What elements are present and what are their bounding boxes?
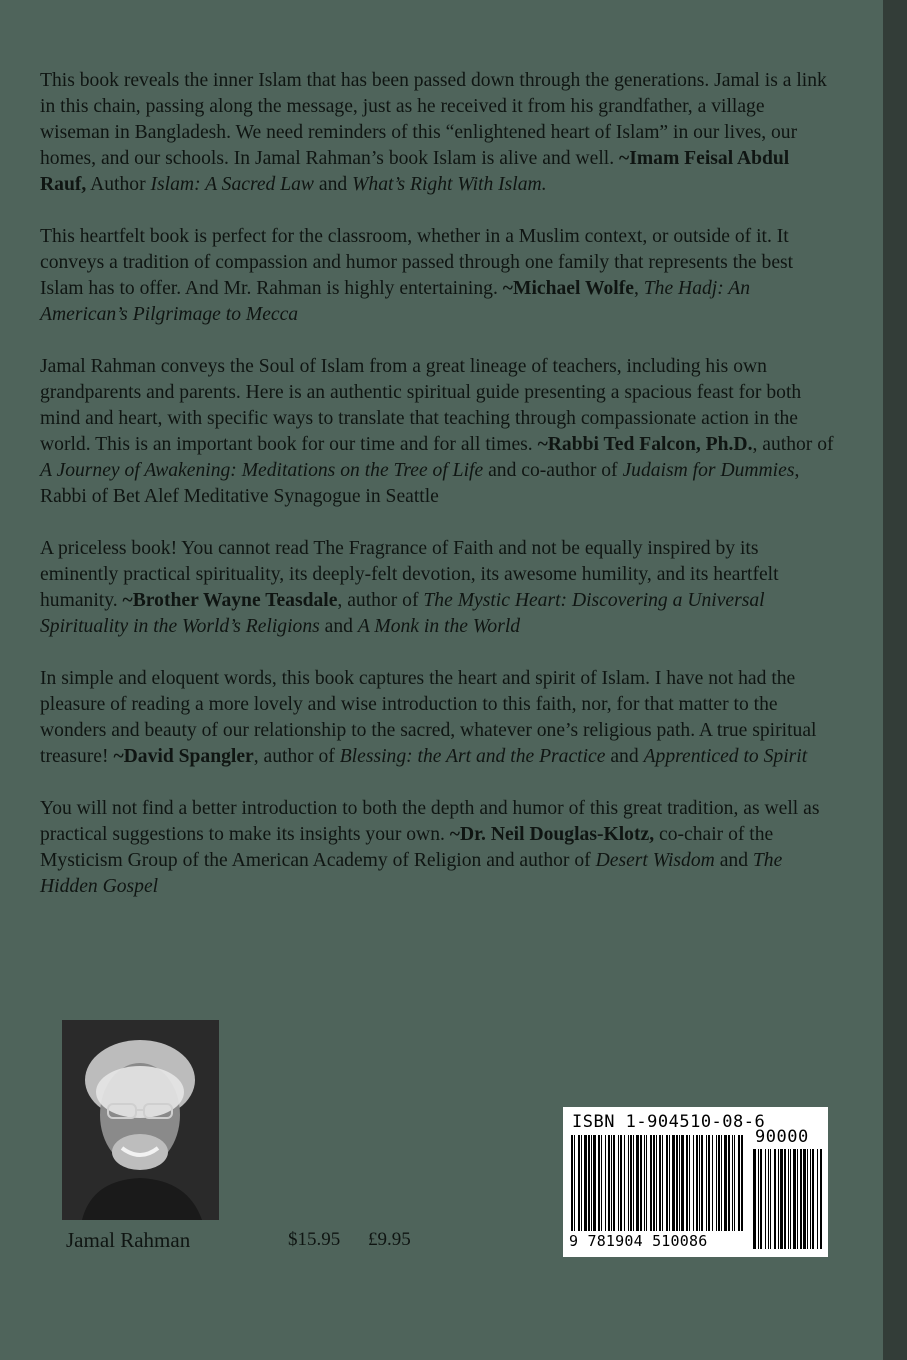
barcode-bar [581, 1135, 582, 1231]
addon-bar [797, 1149, 798, 1249]
barcode-bar [708, 1135, 710, 1231]
endorsement-4: A priceless book! You cannot read The Fragrance of Faith and not be equally inspired by its eminently practical spirituality, its deeply-felt devotion, its awesome humility, and its heartfelt humanity. ~Brother Wayne Teasdale, author of The Mystic Heart: Discovering a Universal Spirituality in the World’s Religions and A Monk in the World [40, 538, 779, 637]
addon-bar [770, 1149, 771, 1249]
barcode-bar [640, 1135, 642, 1231]
addon-bar [810, 1149, 811, 1249]
barcode-bar [732, 1135, 733, 1231]
barcode-bar [693, 1135, 694, 1231]
barcode-bar [618, 1135, 619, 1231]
addon-bar [793, 1149, 796, 1249]
barcode-bar [574, 1135, 575, 1231]
barcode-bar [644, 1135, 645, 1231]
barcode-bar [636, 1135, 639, 1231]
addon-bar [817, 1149, 818, 1249]
endorsement-3: Jamal Rahman conveys the Soul of Islam from a great lineage of teachers, including his own grandparents and parents. Here is an authentic spiritual guide presenting a spacious feast for both mind and heart, with specific ways to translate that teaching through compassionate action in the world. This is an important book for our time and for all times. ~Rabbi Ted Falcon, Ph.D., author of A Journey of Awakening: Meditations on the Tree of Life and co-author of Judaism for Dummies, Rabbi of Bet Alef Meditative Synagogue in Seattle [40, 356, 834, 507]
barcode-bar [584, 1135, 587, 1231]
barcode-bar [679, 1135, 680, 1231]
barcode-bar [738, 1135, 740, 1231]
addon-bar [788, 1149, 789, 1249]
addon-bar [765, 1149, 766, 1249]
addon-bar [790, 1149, 791, 1249]
barcode-bar [721, 1135, 722, 1231]
addon-bar [758, 1149, 759, 1249]
barcode-bar [588, 1135, 590, 1231]
barcode-bar [578, 1135, 580, 1231]
addon-bar [803, 1149, 806, 1249]
barcode-bar [676, 1135, 678, 1231]
author-portrait-illustration [62, 1020, 219, 1220]
barcode-bar [699, 1135, 700, 1231]
ean-number: 9 781904 510086 [569, 1232, 708, 1250]
barcode-bar [672, 1135, 675, 1231]
addon-bar [778, 1149, 779, 1249]
barcode-bar [659, 1135, 661, 1231]
barcode-bar [724, 1135, 727, 1231]
addon-bar [807, 1149, 808, 1249]
spine-edge [883, 0, 907, 1360]
price-gbp: £9.95 [368, 1229, 411, 1250]
barcode-bar [701, 1135, 703, 1231]
barcode-bar [716, 1135, 717, 1231]
barcode-bar [696, 1135, 698, 1231]
barcode-bar [633, 1135, 634, 1231]
price-addon-code: 90000 [755, 1127, 809, 1147]
addon-bar [760, 1149, 762, 1249]
addon-bar [784, 1149, 786, 1249]
isbn-barcode [563, 1107, 828, 1257]
endorsement-1: This book reveals the inner Islam that has been passed down through the generations. Jamal is a link in this chain, passing along the message, just as he received it from his grandfather, a village wiseman in Bangladesh. We need reminders of this “enlightened heart of Islam” in our lives, our homes, and our schools. In Jamal Rahman’s book Islam is alive and well. ~Imam Feisal Abdul Rauf, Author Islam: A Sacred Law and What’s Right With Islam. [40, 70, 827, 195]
isbn-label: ISBN 1-904510-08-6 [572, 1112, 766, 1132]
barcode-bar [653, 1135, 655, 1231]
author-photo [62, 1020, 219, 1220]
addon-bar [774, 1149, 776, 1249]
barcode-bar [608, 1135, 610, 1231]
barcode-bar [686, 1135, 688, 1231]
barcode-bar [591, 1135, 592, 1231]
barcode-bar [734, 1135, 735, 1231]
barcode-bar [593, 1135, 596, 1231]
endorsement-2: This heartfelt book is perfect for the classroom, whether in a Muslim context, or outside of it. It conveys a tradition of compassion and humor passed through one family that represents the best Islam has to offer. And Mr. Rahman is highly entertaining. ~Michael Wolfe, The Hadj: An American’s Pilgrimage to Mecca [40, 226, 794, 325]
barcode-bar [666, 1135, 668, 1231]
barcode-bar [662, 1135, 663, 1231]
barcode-bar [571, 1135, 573, 1231]
barcode-bar [601, 1135, 602, 1231]
endorsement-6: You will not find a better introduction to both the depth and humor of this great tradition, as well as practical suggestions to make its insights your own. ~Dr. Neil Douglas-Klotz, co-chair of the Mysticism Group of the American Academy of Religion and author of Desert Wisdom and The Hidden Gospel [40, 798, 820, 897]
addon-bar [780, 1149, 783, 1249]
price-usd: $15.95 [288, 1229, 341, 1250]
endorsement-5: In simple and eloquent words, this book captures the heart and spirit of Islam. I have not had the pleasure of reading a more lovely and wise introduction to this faith, nor, for that matter to the wonders and beauty of our relationship to the sacred, whatever one’s religious path. A true spiritual treasure! ~David Spangler, author of Blessing: the Art and the Practice and Apprenticed to Spirit [40, 668, 817, 767]
addon-bar [820, 1149, 822, 1249]
barcode-bar [628, 1135, 629, 1231]
barcode-bar [681, 1135, 684, 1231]
barcode-bar [611, 1135, 612, 1231]
barcode-bar [689, 1135, 690, 1231]
barcode-bar [712, 1135, 713, 1231]
barcode-bar [598, 1135, 600, 1231]
barcode-bar [613, 1135, 615, 1231]
author-photo-caption: Jamal Rahman [66, 1228, 191, 1252]
barcode-bar [669, 1135, 670, 1231]
barcode-bar [718, 1135, 720, 1231]
barcode-bar [650, 1135, 652, 1231]
endorsements [40, 68, 836, 926]
barcode-bar [646, 1135, 647, 1231]
barcode-bar [620, 1135, 622, 1231]
barcode-bar [706, 1135, 707, 1231]
barcode-bar [656, 1135, 657, 1231]
barcode-bar [630, 1135, 632, 1231]
barcode-bar [728, 1135, 730, 1231]
barcode-bar [605, 1135, 606, 1231]
addon-bar [768, 1149, 769, 1249]
addon-bar [812, 1149, 814, 1249]
barcode-bar [624, 1135, 625, 1231]
addon-bar [800, 1149, 802, 1249]
barcode-bar [741, 1135, 743, 1231]
addon-bar [753, 1149, 756, 1249]
